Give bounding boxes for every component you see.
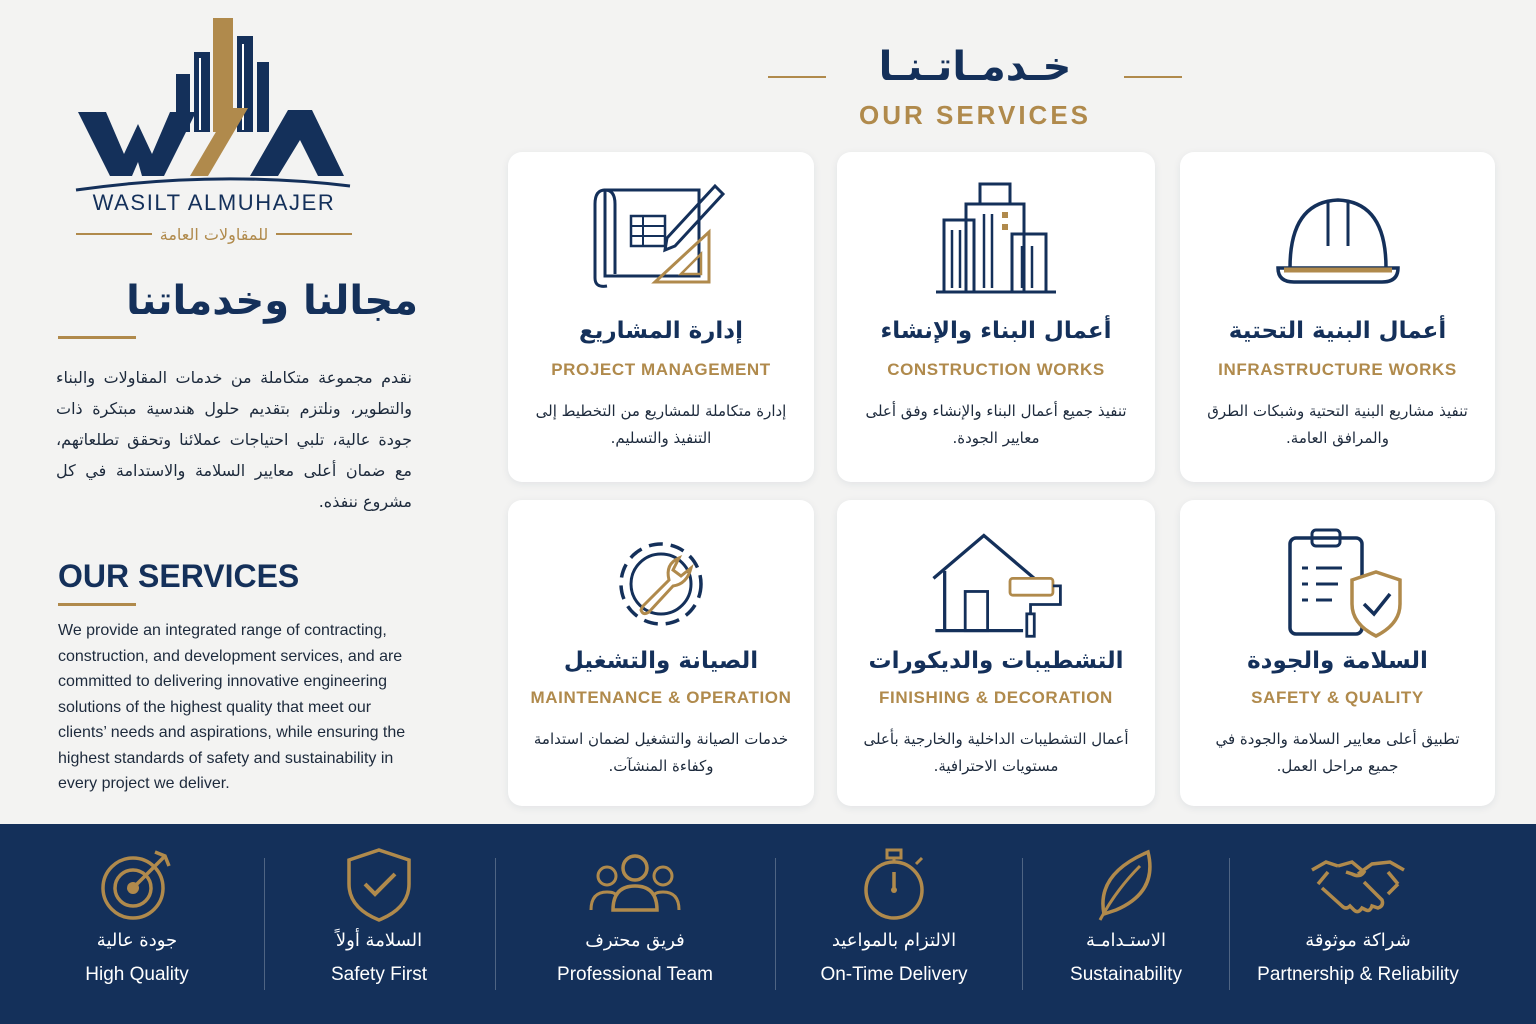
feature-sustainability [1040,824,1212,1024]
service-title-en: INFRASTRUCTURE WORKS [1218,360,1457,379]
buildings-icon [926,176,1066,296]
blueprint-icon [591,176,731,296]
target-icon [97,844,177,924]
feature-high-quality [40,824,234,1024]
feature-divider [775,858,776,990]
shield-check-icon [339,844,419,924]
feature-label-en: Partnership & Reliability [1257,964,1459,985]
features-band [0,824,1536,1024]
feature-label-ar: السلامة أولاً [335,930,423,951]
feature-label-en: Safety First [330,964,428,985]
service-title-ar: أعمال البنية التحتية [1228,318,1447,344]
service-title-en: SAFETY & QUALITY [1251,688,1424,707]
feature-label-ar: الالتزام بالمواعيد [831,930,957,951]
gear-wrench-icon [591,524,731,644]
feature-divider [264,858,265,990]
intro-body-ar: نقدم مجموعة متكاملة من خدمات المقاولات والبناء والتطوير، ونلتزم بتقديم حلول هندسية مبتكرة ذات جودة عالية، تلبي احتياجات عملائنا وتحقق تطلعاتهم، مع ضمان أعلى معايير السلامة والاستدامة في كل مشروع ننفذه. [56,368,412,511]
feature-divider [1022,858,1023,990]
service-card-construction-works[interactable] [837,152,1155,482]
service-description: تطبيق أعلى معايير السلامة والجودة في جميع مراحل العمل. [1215,730,1460,775]
service-title-ar: إدارة المشاريع [579,318,743,344]
intro-title-ar-underline [58,336,136,339]
brand-tagline [76,222,352,246]
feature-label-ar: الاستـدامـة [1085,930,1167,951]
service-card-finishing-decoration[interactable] [837,500,1155,806]
feature-label-en: High Quality [85,964,189,985]
service-description: أعمال التشطيبات الداخلية والخارجية بأعلى مستويات الاحترافية. [863,730,1129,775]
service-description: تنفيذ مشاريع البنية التحتية وشبكات الطرق والمرافق العامة. [1207,402,1468,447]
service-title-en: CONSTRUCTION WORKS [887,360,1105,379]
intro-body-en: We provide an integrated range of contracting, construction, and development services, and are committed to delivering innovative engineering solutions of the highest quality that meet our clients’ needs and aspirations, while ensuring the highest standards of safety and sustainability in every project we deliver. [58,622,406,792]
service-title-en: PROJECT MANAGEMENT [551,360,771,379]
feature-label-en: On-Time Delivery [820,964,968,985]
stopwatch-icon [854,844,934,924]
handshake-icon [1308,844,1408,924]
feature-label-en: Professional Team [557,964,713,985]
service-title-ar: أعمال البناء والإنشاء [880,318,1112,344]
header-rule-right [1124,76,1182,78]
feature-label-ar: شراكة موثوقة [1305,930,1411,951]
service-title-ar: الصيانة والتشغيل [563,648,759,674]
service-title-ar: التشطيبات والديكورات [868,648,1124,674]
feature-label-ar: فريق محترف [585,930,685,951]
service-card-maintenance-operation[interactable] [508,500,814,806]
services-title-en: OUR SERVICES [858,100,1091,130]
feature-partnership-reliability [1240,824,1476,1024]
feature-safety-first [282,824,476,1024]
brand-name-ar: للمقاولات العامة [159,224,269,244]
team-icon [585,844,685,924]
feature-divider [1229,858,1230,990]
service-description: إدارة متكاملة للمشاريع من التخطيط إلى التنفيذ والتسليم. [535,402,787,447]
brand-name-en: WASILT ALMUHAJER [92,190,336,215]
service-description: تنفيذ جميع أعمال البناء والإنشاء وفق أعلى معايير الجودة. [865,402,1127,447]
services-title-ar: خـدمـاتـنـا [878,44,1072,90]
company-logo [72,14,362,254]
service-title-en: MAINTENANCE & OPERATION [530,688,792,707]
intro-title-ar: مجالنا وخدماتنا [126,278,418,324]
feature-on-time-delivery [790,824,998,1024]
tagline-rule-right [276,233,352,235]
service-title-en: FINISHING & DECORATION [879,688,1113,707]
header-rule-left [768,76,826,78]
logo-buildings-mark [72,14,362,194]
feature-label-en: Sustainability [1070,964,1182,985]
service-title-ar: السلامة والجودة [1247,648,1428,674]
clipboard-shield-icon [1268,524,1408,644]
feature-label-ar: جودة عالية [96,930,178,951]
hard-hat-icon [1268,176,1408,296]
intro-title-en-underline [58,603,136,606]
house-roller-icon [926,524,1066,644]
service-card-safety-quality[interactable] [1180,500,1495,806]
feature-divider [495,858,496,990]
feature-professional-team [520,824,750,1024]
intro-title-en: OUR SERVICES [58,558,300,594]
service-description: خدمات الصيانة والتشغيل لضمان استدامة وكفاءة المنشآت. [533,730,789,775]
tagline-rule-left [76,233,152,235]
service-card-project-management[interactable] [508,152,814,482]
service-card-infrastructure-works[interactable] [1180,152,1495,482]
leaf-icon [1086,844,1166,924]
